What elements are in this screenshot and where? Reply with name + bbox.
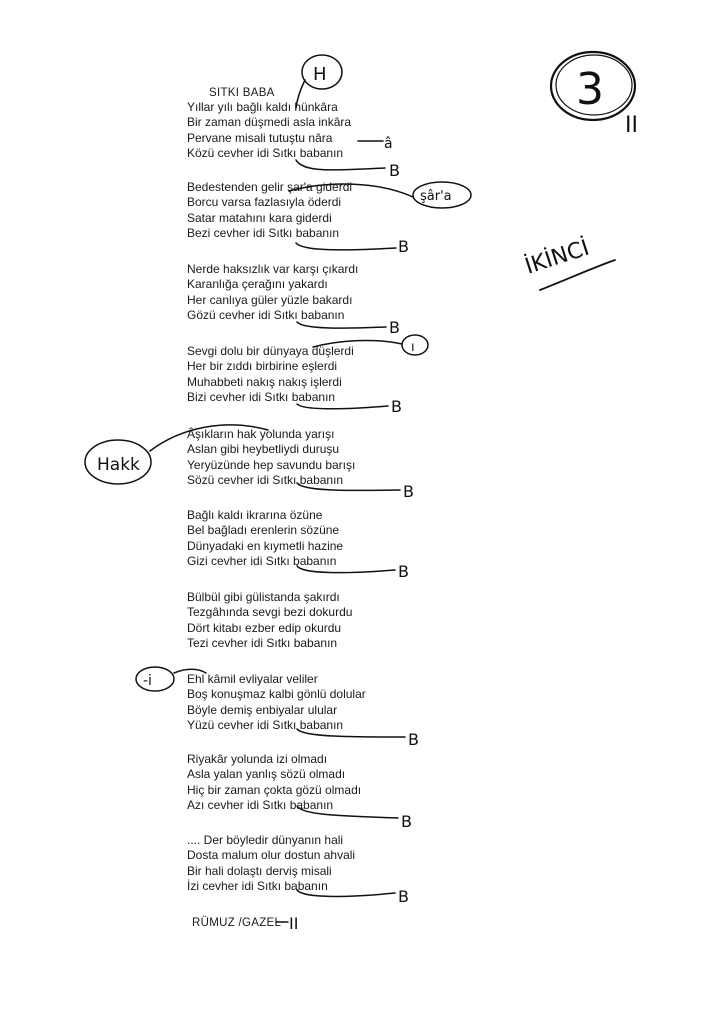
svg-text:â: â xyxy=(384,136,393,152)
poem-line: Yıllar yılı bağlı kaldı hünkâra xyxy=(187,100,338,114)
poem-title: SITKI BABA xyxy=(209,87,275,99)
poem-line: Tezi cevher idi Sıtkı babanın xyxy=(187,636,338,651)
circled-hakk-annotation xyxy=(85,425,268,484)
poem-line: Azı cevher idi Sıtkı babanın xyxy=(187,798,334,813)
poem-line: Riyakâr yolunda izi olmadı xyxy=(187,752,328,766)
poem-line: Közü cevher idi Sıtkı babanın xyxy=(187,146,344,161)
poem-line: Asla yalan yanlış sözü olmadı xyxy=(187,767,346,782)
circled-i-annotation xyxy=(313,335,428,355)
poem-line: Dört kitabı ezber edip okurdu xyxy=(187,620,342,635)
poem-line: Nerde haksızlık var karşı çıkardı xyxy=(187,262,359,276)
poem-line: Sözü cevher idi Sıtkı babanın xyxy=(187,473,344,488)
b-marks xyxy=(296,160,419,906)
poem-line: Dosta malum olur dostun ahvali xyxy=(187,848,356,863)
circled-h-text: H xyxy=(313,64,327,85)
circled-h-annotation xyxy=(296,55,342,108)
poem-line: Karanlığa çerağını yakardı xyxy=(187,277,328,292)
svg-text:B: B xyxy=(398,887,409,906)
poem-line: Gözü cevher idi Sıtkı babanın xyxy=(187,308,345,323)
side-note-text: İKİNCİ xyxy=(522,235,593,280)
poem-line: Hiç bir zaman çokta gözü olmadı xyxy=(187,782,362,797)
poem-line: Bizi cevher idi Sıtkı babanın xyxy=(187,390,336,405)
page-number-annotation xyxy=(551,52,638,138)
circled-sara-annotation xyxy=(289,182,471,208)
poem-line: Her bir zıddı birbirine eşlerdi xyxy=(187,359,338,374)
poem-line: Ehl kâmil evliyalar veliler xyxy=(187,672,318,686)
poem-line: Dünyadaki en kıymetli hazine xyxy=(187,538,344,553)
poem-line: Yüzü cevher idi Sıtkı babanın xyxy=(187,718,344,733)
svg-text:B: B xyxy=(398,562,409,581)
svg-text:ı: ı xyxy=(411,340,415,355)
svg-text:B: B xyxy=(408,730,419,749)
poem-line: Her canlıya güler yüzle bakardı xyxy=(187,292,353,307)
poem-line: Böyle demiş enbiyalar ulular xyxy=(187,702,338,717)
poem-line: Borcu varsa fazlasıyla öderdi xyxy=(187,195,342,210)
svg-text:B: B xyxy=(389,318,400,337)
poem-line: Bir hali dolaştı derviş misali xyxy=(187,863,332,878)
svg-text:B: B xyxy=(401,812,412,831)
poem-line: Yeryüzünde hep savundu barışı xyxy=(187,457,356,472)
poem-line: Bedestenden gelir şar'a giderdi xyxy=(187,180,353,194)
poem-line: Gizi cevher idi Sıtkı babanın xyxy=(187,554,337,569)
poem-line: .... Der böyledir dünyanın hali xyxy=(187,833,344,847)
poem-line: Muhabbeti nakış nakış işlerdi xyxy=(187,374,342,389)
page-number-text: 3 xyxy=(576,64,604,115)
poem-line: Pervane misali tutuştu nâra xyxy=(187,130,333,145)
roman-numeral-text: II xyxy=(625,113,638,138)
svg-text:B: B xyxy=(389,161,400,180)
signature-text: RÜMUZ /GAZEL xyxy=(192,917,282,929)
poem-line: Satar matahını kara giderdi xyxy=(187,210,332,225)
svg-text:B: B xyxy=(398,237,409,256)
svg-text:şâr'a: şâr'a xyxy=(420,189,452,204)
svg-text:II: II xyxy=(289,914,299,933)
side-note-annotation xyxy=(522,235,615,290)
accent-a-annotation xyxy=(358,136,393,152)
signature-numeral xyxy=(276,914,298,933)
poem-line: Bir zaman düşmedi asla inkâra xyxy=(187,115,352,130)
svg-text:-i: -i xyxy=(143,673,152,689)
poem-line: Tezgâhında sevgi bezi dokurdu xyxy=(187,605,353,620)
poem-line: Boş konuşmaz kalbi gönlü dolular xyxy=(187,687,366,702)
poem-line: Bel bağladı erenlerin sözüne xyxy=(187,523,340,538)
circled-minus-i-annotation xyxy=(136,667,206,691)
poem-line: Bezi cevher idi Sıtkı babanın xyxy=(187,226,340,241)
poem-line: Sevgi dolu bir dünyaya düşlerdi xyxy=(187,344,354,358)
svg-text:B: B xyxy=(391,397,402,416)
poem-line: Âşıkların hak yolunda yarışı xyxy=(187,427,335,441)
poem-line: Bülbül gibi gülistanda şakırdı xyxy=(187,590,340,604)
poem-line: Bağlı kaldı ikrarına özüne xyxy=(187,508,323,522)
svg-text:B: B xyxy=(403,482,414,501)
poem-line: İzi cevher idi Sıtkı babanın xyxy=(187,879,328,894)
svg-text:Hakk: Hakk xyxy=(97,455,140,475)
poem-line: Aslan gibi heybetliydi duruşu xyxy=(187,442,340,457)
